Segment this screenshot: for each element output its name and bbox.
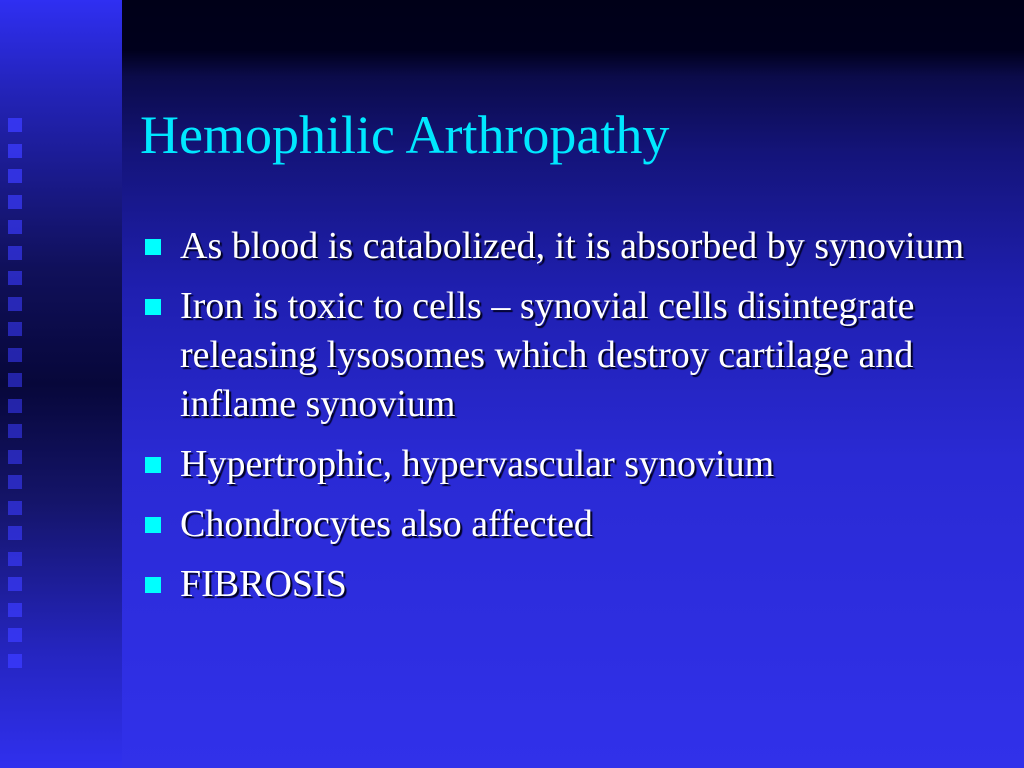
decorative-square <box>8 424 22 438</box>
decorative-square <box>8 348 22 362</box>
slide-title: Hemophilic Arthropathy <box>140 105 670 165</box>
decorative-square <box>8 322 22 336</box>
decorative-square <box>8 552 22 566</box>
decorative-square <box>8 603 22 617</box>
decorative-square <box>8 577 22 591</box>
decorative-square <box>8 271 22 285</box>
bullet-text: Iron is toxic to cells – synovial cells disintegrate releasing lysosomes which destroy cartilage and inflame synovium <box>180 285 915 425</box>
decorative-square <box>8 399 22 413</box>
decorative-square <box>8 526 22 540</box>
bullet-text: Hypertrophic, hypervascular synovium <box>180 443 775 485</box>
decorative-square <box>8 450 22 464</box>
bullet-text: Chondrocytes also affected <box>180 503 593 545</box>
bullet-square-icon <box>145 457 161 473</box>
decorative-square <box>8 169 22 183</box>
decorative-square <box>8 195 22 209</box>
bullet-text: As blood is catabolized, it is absorbed by synovium <box>180 225 965 267</box>
decorative-square <box>8 118 22 132</box>
bullet-item <box>145 222 1005 271</box>
bullet-square-icon <box>145 577 161 593</box>
decorative-square <box>8 628 22 642</box>
bullet-square-icon <box>145 517 161 533</box>
left-decorative-band <box>0 0 122 768</box>
bullet-item <box>145 440 1005 489</box>
decorative-square <box>8 373 22 387</box>
bullet-square-icon <box>145 239 161 255</box>
bullet-item <box>145 560 1005 609</box>
decorative-square <box>8 654 22 668</box>
decorative-square <box>8 297 22 311</box>
decorative-square <box>8 475 22 489</box>
decorative-square <box>8 220 22 234</box>
bullet-text: FIBROSIS <box>180 563 347 605</box>
decorative-square-column <box>8 118 30 679</box>
decorative-square <box>8 144 22 158</box>
bullet-item <box>145 500 1005 549</box>
bullet-square-icon <box>145 299 161 315</box>
decorative-square <box>8 246 22 260</box>
bullet-list <box>145 222 1005 620</box>
decorative-square <box>8 501 22 515</box>
bullet-item <box>145 282 1005 429</box>
